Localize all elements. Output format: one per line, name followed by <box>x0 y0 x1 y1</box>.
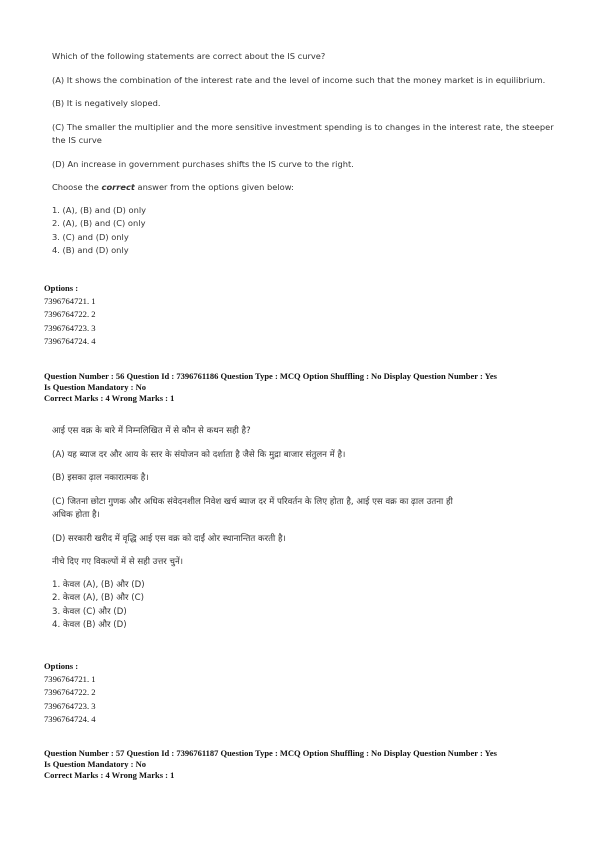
meta-line: Correct Marks : 4 Wrong Marks : 1 <box>44 393 175 403</box>
question-56-body <box>52 425 567 633</box>
meta-line: Question Number : 56 Question Id : 7396761186 Question Type : MCQ Option Shuffling : No Display Question Number : Yes <box>44 371 497 381</box>
options-block-56 <box>44 660 96 726</box>
answer-choice: 3. (C) and (D) only <box>52 231 129 242</box>
answer-choice: 4. केवल (B) और (D) <box>52 620 127 631</box>
statement-b: (B) It is negatively sloped. <box>52 98 161 108</box>
option-id: 7396764722. 2 <box>44 309 96 320</box>
statement-a: (A) यह ब्याज दर और आय के स्तर के संयोजन को दर्शाता है जैसे कि मुद्रा बाजार संतुलन में है। <box>52 449 346 460</box>
answer-choice: 1. (A), (B) and (D) only <box>52 204 147 215</box>
choose-instruction: Choose the correct answer from the options given below: <box>52 182 294 192</box>
meta-line: Is Question Mandatory : No <box>44 382 147 392</box>
answer-choice: 4. (B) and (D) only <box>52 245 129 256</box>
option-id: 7396764723. 3 <box>44 700 96 711</box>
options-block-55 <box>44 282 96 348</box>
question-55-body <box>52 50 567 258</box>
meta-line: Correct Marks : 4 Wrong Marks : 1 <box>44 770 175 780</box>
option-id: 7396764721. 1 <box>44 674 96 685</box>
answer-choice: 2. (A), (B) and (C) only <box>52 218 146 229</box>
answer-choice: 3. केवल (C) और (D) <box>52 606 127 617</box>
option-id: 7396764724. 4 <box>44 335 96 346</box>
question-text: आई एस वक्र के बारे में निम्नलिखित में से कौन से कथन सही है? <box>52 426 251 436</box>
meta-line: Question Number : 57 Question Id : 7396761187 Question Type : MCQ Option Shuffling : No Display Question Number : Yes <box>44 748 497 758</box>
options-label: Options : <box>44 661 79 671</box>
question-text: Which of the following statements are correct about the IS curve? <box>52 51 326 61</box>
answer-choice: 2. केवल (A), (B) और (C) <box>52 593 144 604</box>
choose-instruction: नीचे दिए गए विकल्पों में से सही उत्तर चुनें। <box>52 557 184 567</box>
answer-choice-list <box>52 579 567 633</box>
option-id: 7396764723. 3 <box>44 322 96 333</box>
statement-c-line2: अधिक होता है। <box>52 510 100 520</box>
meta-line: Is Question Mandatory : No <box>44 759 147 769</box>
statement-d: (D) सरकारी खरीद में वृद्धि आई एस वक्र को दाईं ओर स्थानान्तित करती है। <box>52 533 286 544</box>
statement-a: (A) It shows the combination of the interest rate and the level of income such that the money market is in equilibrium. <box>52 74 546 85</box>
answer-choice: 1. केवल (A), (B) और (D) <box>52 579 145 590</box>
option-id: 7396764722. 2 <box>44 687 96 698</box>
statement-d: (D) An increase in government purchases shifts the IS curve to the right. <box>52 158 354 169</box>
option-id: 7396764724. 4 <box>44 713 96 724</box>
option-id: 7396764721. 1 <box>44 296 96 307</box>
options-label: Options : <box>44 283 79 293</box>
answer-choice-list <box>52 204 567 258</box>
statement-b: (B) इसका ढ़ाल नकारात्मक है। <box>52 473 149 483</box>
question-57-meta <box>44 748 564 781</box>
statement-c-line2: the IS curve <box>52 135 102 145</box>
statement-c-line1: (C) The smaller the multiplier and the more sensitive investment spending is to changes in the interest rate, the steeper <box>52 121 554 132</box>
question-56-meta <box>44 371 564 404</box>
statement-c-line1: (C) जितना छोटा गुणक और अधिक संवेदनशील निवेश खर्च ब्याज दर में परिवर्तन के लिए होता है, आई एस वक्र का ढ़ाल उतना ही <box>52 496 453 507</box>
